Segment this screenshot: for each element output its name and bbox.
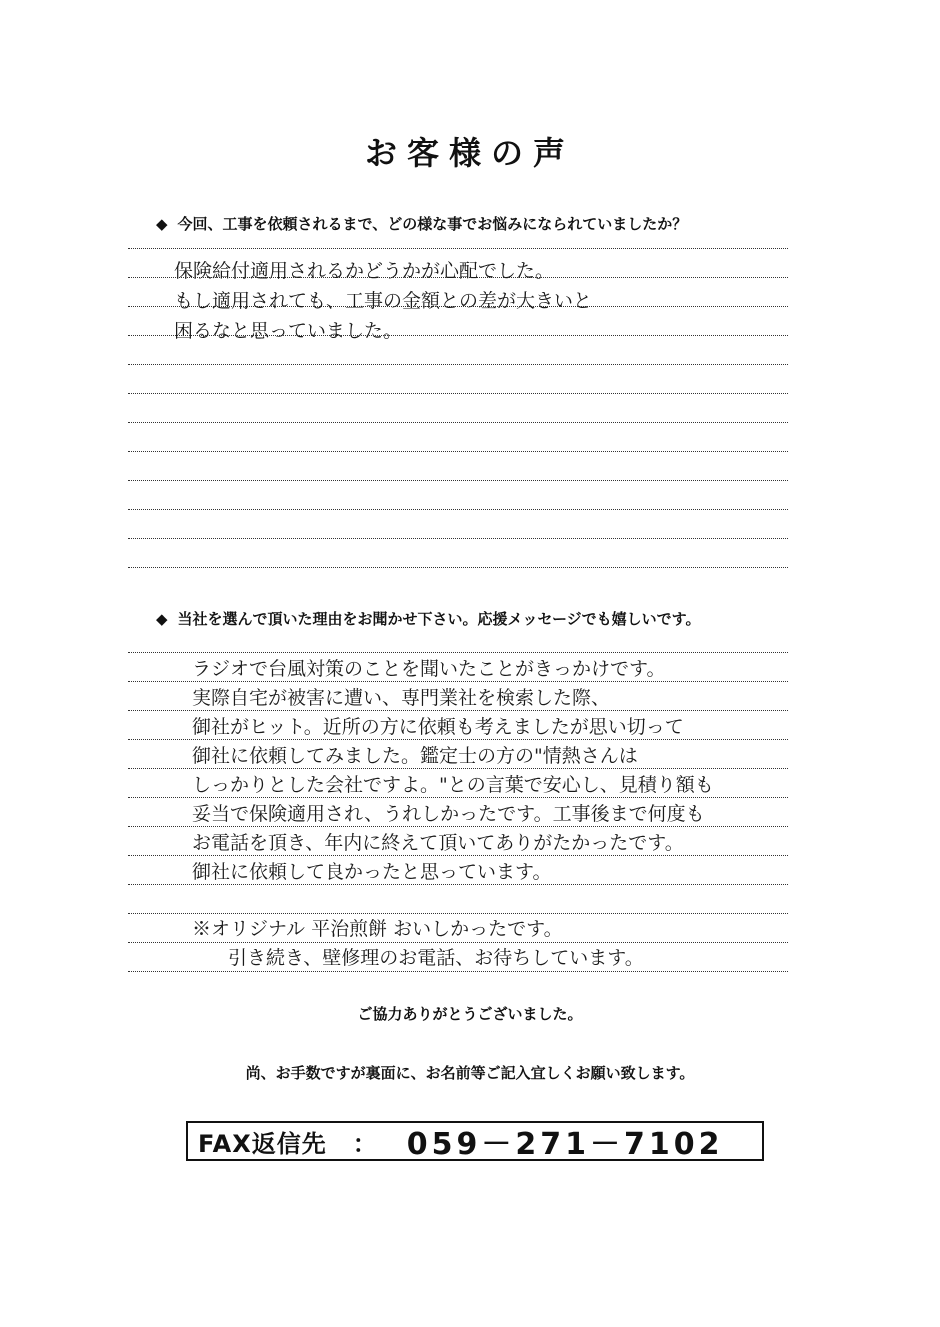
question-2	[156, 608, 700, 629]
ruled-line	[128, 971, 788, 972]
ruled-line	[128, 509, 788, 510]
ruled-line	[128, 884, 788, 885]
question-2-text: 当社を選んで頂いた理由をお聞かせ下さい。応援メッセージでも嬉しいです。	[177, 610, 701, 628]
answer-2-line: 妥当で保険適用され、うれしかったです。工事後まで何度も	[192, 803, 705, 825]
fax-colon: ：	[352, 1129, 377, 1158]
thanks-message: ご協力ありがとうございました。	[357, 1005, 583, 1023]
ruled-line	[128, 567, 788, 568]
answer-2-line: お電話を頂き、年内に終えて頂いてありがたかったです。	[192, 832, 684, 854]
diamond-icon: ◆	[156, 610, 168, 628]
footer-note: 尚、お手数ですが裏面に、お名前等ご記入宜しくお願い致します。	[245, 1064, 695, 1082]
ruled-line	[128, 710, 788, 711]
ruled-line	[128, 855, 788, 856]
ruled-line	[128, 422, 788, 423]
ruled-line	[128, 393, 788, 394]
ruled-line	[128, 248, 788, 249]
ruled-line	[128, 480, 788, 481]
ruled-line	[128, 538, 788, 539]
fax-label: FAX返信先	[198, 1129, 327, 1158]
answer-2-line: 御社に依頼してみました。鑑定士の方の"情熱さんは	[192, 745, 638, 767]
fax-number: 059－271－7102	[406, 1127, 724, 1162]
answer-2-line: 御社がヒット。近所の方に依頼も考えましたが思い切って	[192, 716, 684, 738]
ruled-line	[128, 451, 788, 452]
ruled-line	[128, 739, 788, 740]
ruled-line	[128, 681, 788, 682]
answer-2-line: しっかりとした会社ですよ。"との言葉で安心し、見積り額も	[192, 774, 714, 796]
ruled-line	[128, 797, 788, 798]
answer-2-line: 御社に依頼して良かったと思っています。	[192, 861, 552, 883]
answer-1-line: もし適用されても、工事の金額との差が大きいと	[174, 290, 593, 312]
diamond-icon: ◆	[156, 215, 168, 233]
ruled-line	[128, 652, 788, 653]
ruled-line	[128, 826, 788, 827]
answer-2-line: 実際自宅が被害に遭い、専門業社を検索した際、	[192, 687, 611, 709]
answer-2-line: ラジオで台風対策のことを聞いたことがきっかけです。	[192, 658, 666, 680]
question-1-text: 今回、工事を依頼されるまで、どの様な事でお悩みになられていましたか？	[177, 215, 688, 233]
question-1	[156, 213, 687, 234]
answer-1-line: 困るなと思っていました。	[174, 320, 403, 342]
answer-1-line: 保険給付適用されるかどうかが心配でした。	[174, 260, 555, 282]
fax-return-box	[186, 1121, 764, 1161]
answer-2-line: 引き続き、壁修理のお電話、お待ちしています。	[228, 947, 644, 969]
page-title: お客様の声	[364, 134, 575, 172]
ruled-line	[128, 364, 788, 365]
ruled-line	[128, 768, 788, 769]
answer-2-line: ※オリジナル 平治煎餅 おいしかったです。	[192, 918, 563, 940]
